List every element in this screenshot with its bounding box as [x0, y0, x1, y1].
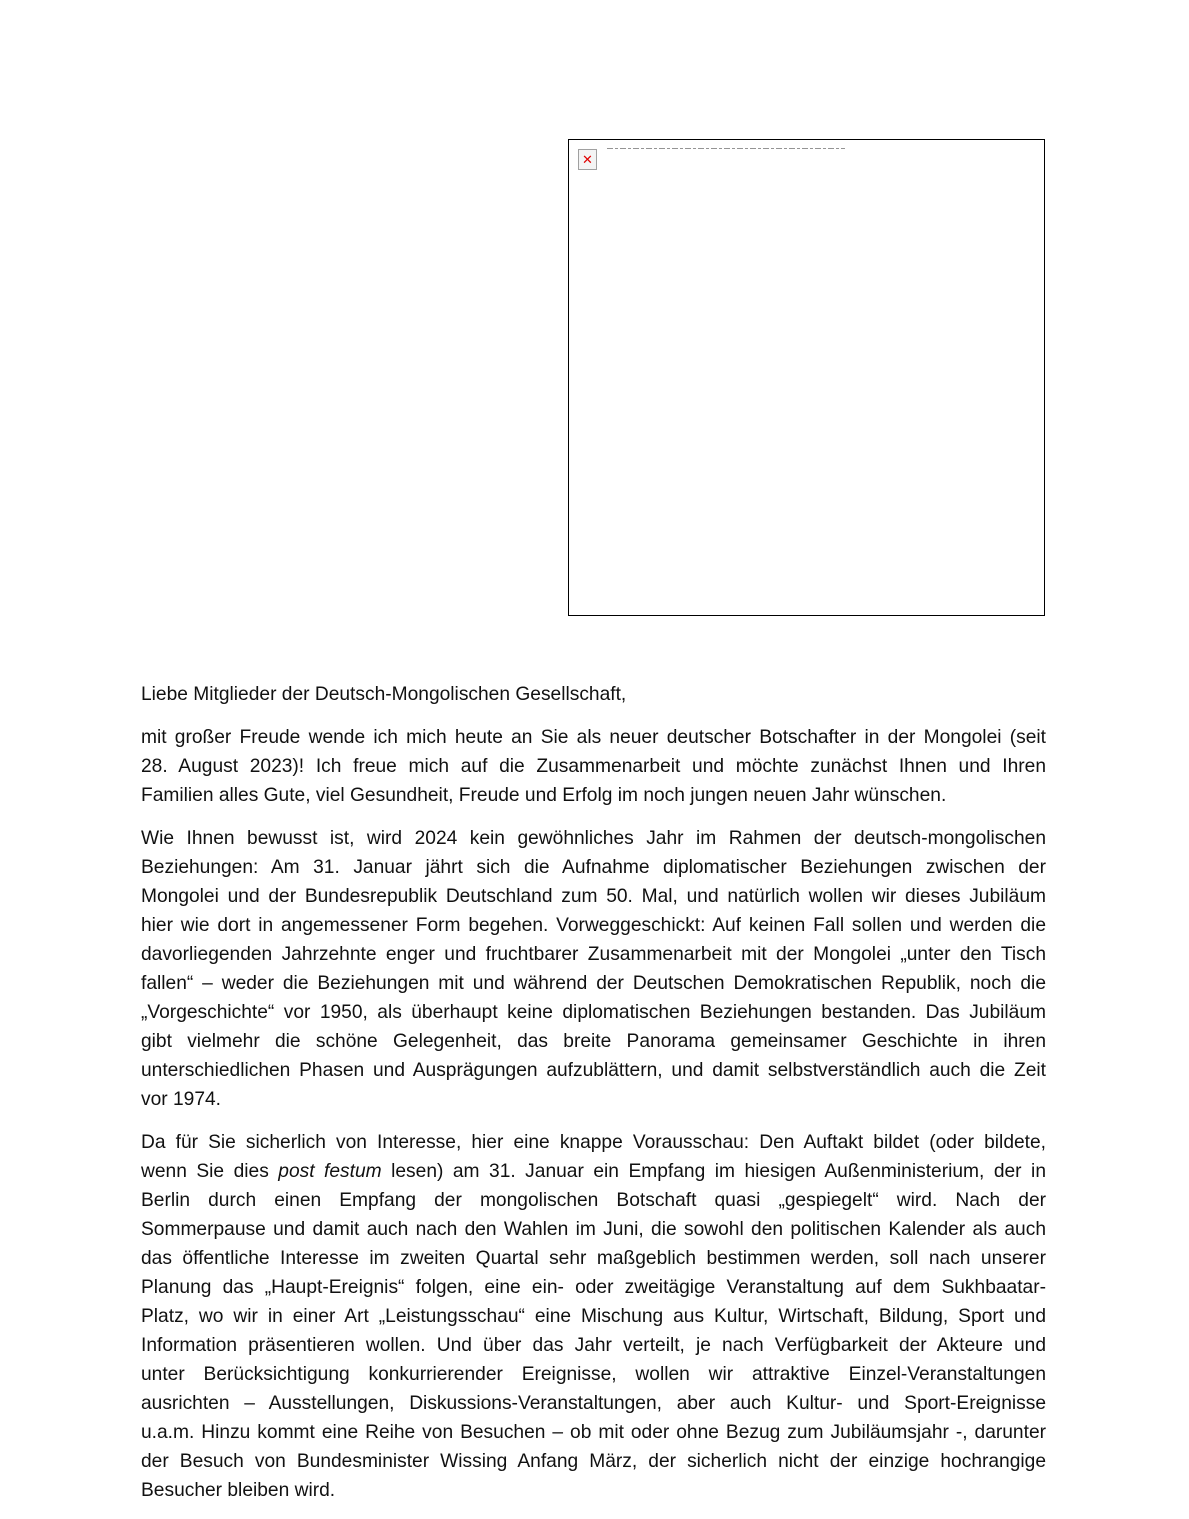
letter-paragraph — [141, 723, 1046, 810]
paragraph-line: davorliegenden Jahrzehnte enger und fruchtbarer Zusammenarbeit mit der Mongolei „unter den Tisch — [141, 944, 1046, 965]
letter-paragraphs — [141, 723, 1046, 1505]
italic-phrase: post festum — [278, 1161, 382, 1182]
letter-body — [141, 680, 1046, 1519]
paragraph-line: Mongolei und der Bundesrepublik Deutschland zum 50. Mal, und natürlich wollen wir dieses Jubiläum — [141, 886, 1046, 907]
paragraph-line: Da für Sie sicherlich von Interesse, hier eine knappe Vorausschau: Den Auftakt bildet (oder bildete, — [141, 1132, 1046, 1153]
paragraph-line: Planung das „Haupt-Ereignis“ folgen, eine ein- oder zweitägige Veranstaltung auf dem Sukhbaatar- — [141, 1277, 1046, 1298]
paragraph-line: wenn Sie dies post festum lesen) am 31. Januar ein Empfang im hiesigen Außenministerium, der in — [141, 1161, 1046, 1182]
paragraph-line: der Besuch von Bundesminister Wissing Anfang März, der sicherlich nicht der einzige hochrangige — [141, 1451, 1046, 1472]
paragraph-line: mit großer Freude wende ich mich heute an Sie als neuer deutscher Botschafter in der Mongolei (seit — [141, 727, 1046, 748]
paragraph-line: unter Berücksichtigung konkurrierender Ereignisse, wollen wir attraktive Einzel-Veranstaltungen — [141, 1364, 1046, 1385]
broken-image-icon: ✕ — [578, 149, 597, 170]
broken-image-placeholder — [568, 139, 1045, 616]
paragraph-line: das öffentliche Interesse im zweiten Quartal sehr maßgeblich bestimmen werden, soll nach unserer — [141, 1248, 1046, 1269]
paragraph-line: Sommerpause und damit auch nach den Wahlen im Juni, die sowohl den politischen Kalender als auch — [141, 1219, 1046, 1240]
letter-salutation: Liebe Mitglieder der Deutsch-Mongolischen Gesellschaft, — [141, 684, 627, 705]
paragraph-line: unterschiedlichen Phasen und Ausprägungen aufzublättern, und damit selbstverständlich auch die Zeit — [141, 1060, 1046, 1081]
paragraph-line: Berlin durch einen Empfang der mongolischen Botschaft quasi „gespiegelt“ wird. Nach der — [141, 1190, 1046, 1211]
paragraph-line: Beziehungen: Am 31. Januar jährt sich die Aufnahme diplomatischer Beziehungen zwischen der — [141, 857, 1046, 878]
paragraph-line: ausrichten – Ausstellungen, Diskussions-Veranstaltungen, aber auch Kultur- und Sport-Ereignisse — [141, 1393, 1046, 1414]
paragraph-line: „Vorgeschichte“ vor 1950, als überhaupt keine diplomatischen Beziehungen bestanden. Das Jubiläum — [141, 1002, 1046, 1023]
paragraph-line: Platz, wo wir in einer Art „Leistungsschau“ eine Mischung aus Kultur, Wirtschaft, Bildung, Sport und — [141, 1306, 1046, 1327]
paragraph-line: 28. August 2023)! Ich freue mich auf die Zusammenarbeit und möchte zunächst Ihnen und Ihren — [141, 756, 1046, 777]
paragraph-line: hier wie dort in angemessener Form begehen. Vorweggeschickt: Auf keinen Fall sollen und werden die — [141, 915, 1046, 936]
paragraph-line: Wie Ihnen bewusst ist, wird 2024 kein gewöhnliches Jahr im Rahmen der deutsch-mongolischen — [141, 828, 1046, 849]
letter-paragraph — [141, 824, 1046, 1114]
paragraph-line: Familien alles Gute, viel Gesundheit, Freude und Erfolg im noch jungen neuen Jahr wünschen. — [141, 785, 947, 806]
paragraph-line: vor 1974. — [141, 1089, 222, 1110]
paragraph-line: Besucher bleiben wird. — [141, 1480, 336, 1501]
paragraph-line: Information präsentieren wollen. Und über das Jahr verteilt, je nach Verfügbarkeit der Akteure und — [141, 1335, 1046, 1356]
letter-paragraph — [141, 1128, 1046, 1505]
paragraph-line: fallen“ – weder die Beziehungen mit und während der Deutschen Demokratischen Republik, noch die — [141, 973, 1046, 994]
paragraph-line: u.a.m. Hinzu kommt eine Reihe von Besuchen – ob mit oder ohne Bezug zum Jubiläumsjahr -, darunter — [141, 1422, 1046, 1443]
paragraph-line: gibt vielmehr die schöne Gelegenheit, das breite Panorama gemeinsamer Geschichte in ihren — [141, 1031, 1046, 1052]
image-alt-text — [607, 148, 845, 149]
